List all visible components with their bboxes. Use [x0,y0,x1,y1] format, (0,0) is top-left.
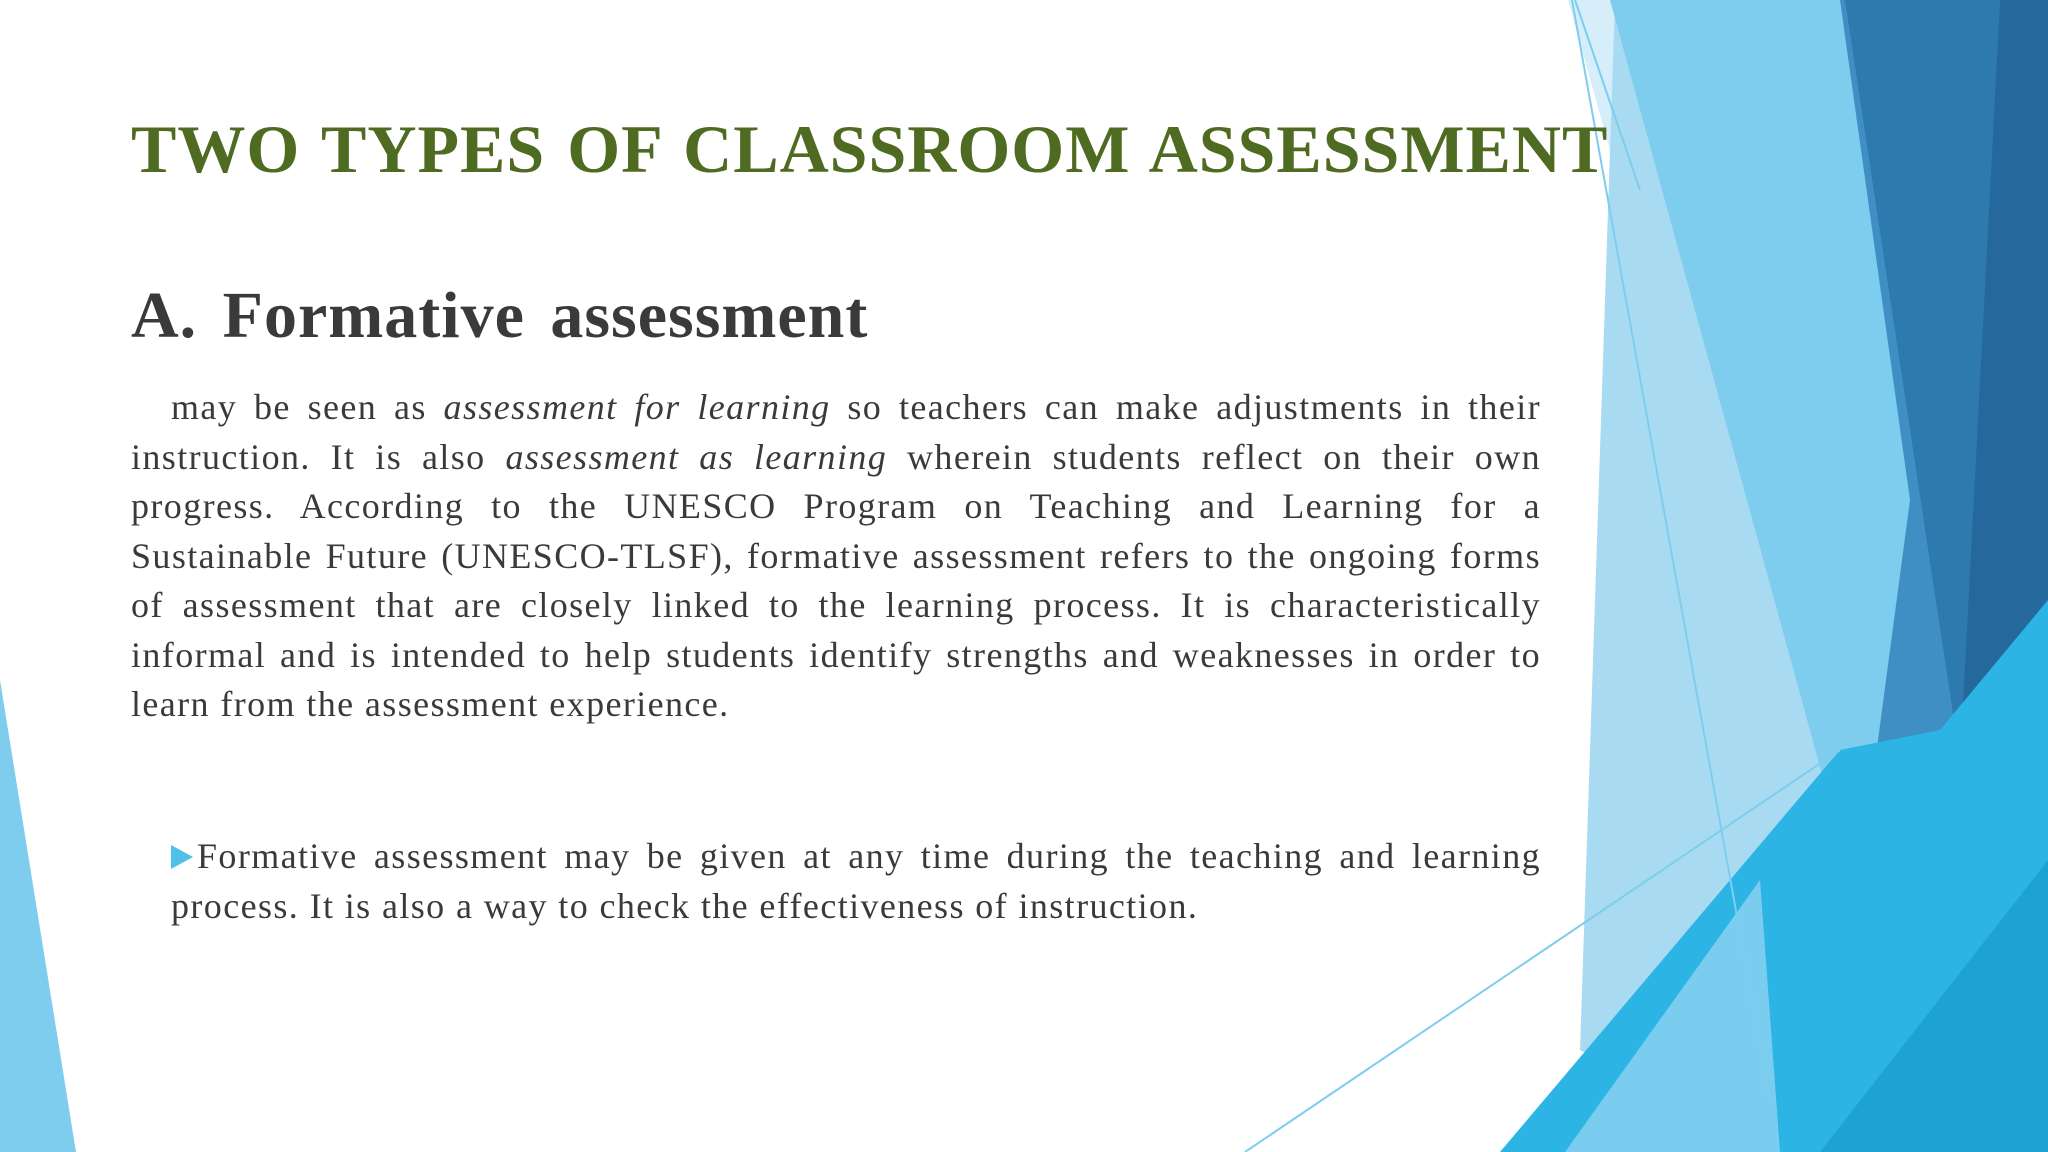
section-heading: A. Formative assessment [131,279,869,352]
paragraph-text-2: so teachers can make adjustments in their instruction. It is also [131,387,1541,477]
formative-assessment-paragraph [131,383,1541,730]
paragraph-italic-1: assessment for learning [443,387,831,427]
bullet-point [171,832,1541,931]
triangle-bullet-icon [171,845,193,869]
paragraph-italic-2: assessment as learning [505,436,888,477]
bullet-text: Formative assessment may be given at any time during the teaching and learning process. It is also a way to check the effectiveness of instruction. [171,836,1541,926]
paragraph-text-3: wherein students reflect on their own progress. According to the UNESCO Program on Teaching and Learning for a Sustainable Future (UNESCO-TLSF), formative assessment refers to the ongoing forms of assessment that are closely linked to the learning process. It is characteristically informal and is intended to help students identify strengths and weaknesses in order to learn from the assessment experience. [131,436,1541,724]
slide-title: TWO TYPES OF CLASSROOM ASSESSMENT [131,111,1609,187]
paragraph-text-1: may be seen as [171,387,444,427]
left-edge-sliver [0,680,76,1152]
